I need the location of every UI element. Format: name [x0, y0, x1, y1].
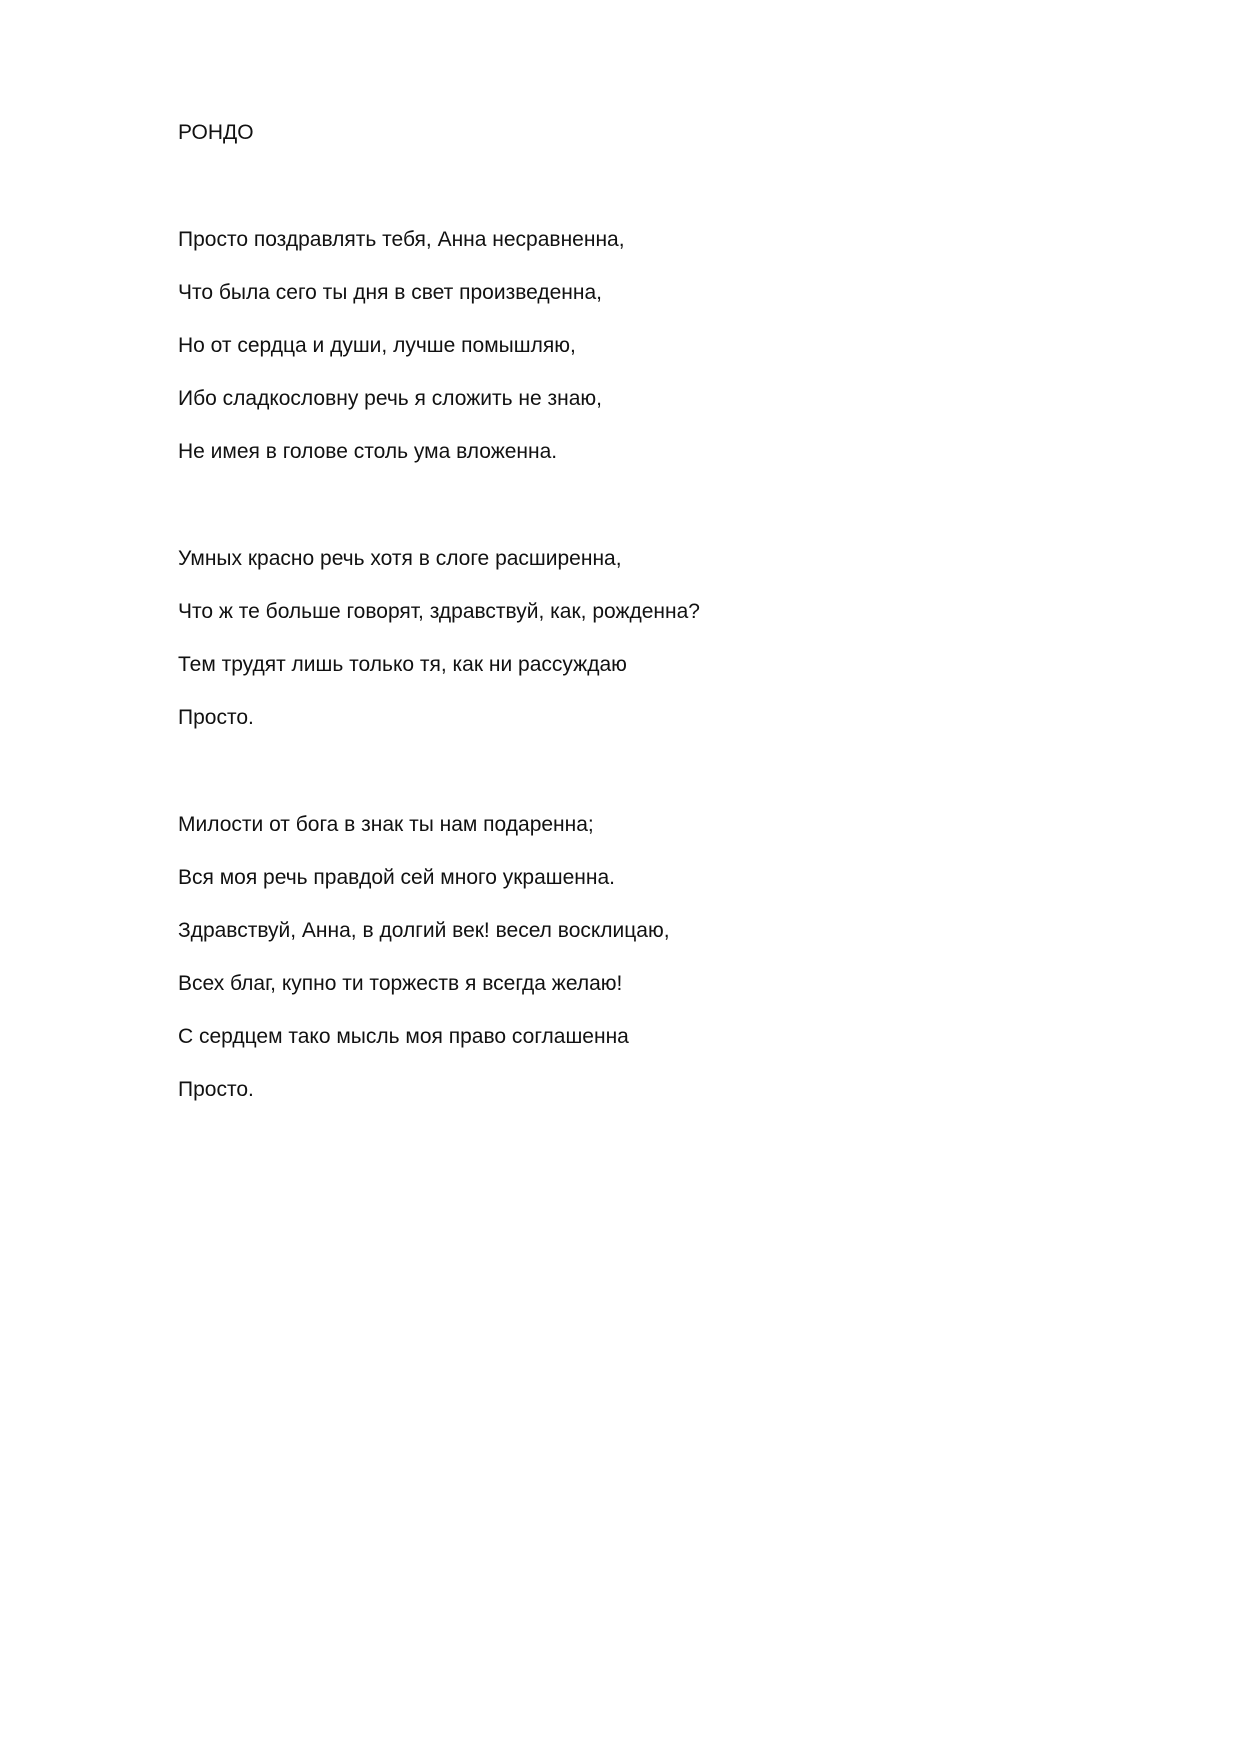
- poem-line: Умных красно речь хотя в слоге расширенна,: [178, 547, 622, 570]
- poem-line: Всех благ, купно ти торжеств я всегда желаю!: [178, 972, 623, 995]
- poem-line: Тем трудят лишь только тя, как ни рассуждаю: [178, 653, 627, 676]
- poem-line: Вся моя речь правдой сей много украшенна.: [178, 866, 616, 889]
- poem-line: Что ж те больше говорят, здравствуй, как, рожденна?: [178, 600, 700, 623]
- poem-line: Просто поздравлять тебя, Анна несравненна,: [178, 228, 625, 251]
- poem-line: Здравствуй, Анна, в долгий век! весел восклицаю,: [178, 919, 670, 942]
- poem-line: Просто.: [178, 1078, 254, 1101]
- poem-line: Но от сердца и души, лучше помышляю,: [178, 334, 576, 357]
- poem-line: Милости от бога в знак ты нам подаренна;: [178, 813, 594, 836]
- poem-line: С сердцем тако мысль моя право соглашенна: [178, 1025, 629, 1048]
- poem-line: Что была сего ты дня в свет произведенна,: [178, 281, 602, 304]
- poem-line: Не имея в голове столь ума вложенна.: [178, 440, 558, 463]
- poem-title: РОНДО: [178, 121, 254, 144]
- poem-line: Просто.: [178, 706, 254, 729]
- poem-line: Ибо сладкословну речь я сложить не знаю,: [178, 387, 602, 410]
